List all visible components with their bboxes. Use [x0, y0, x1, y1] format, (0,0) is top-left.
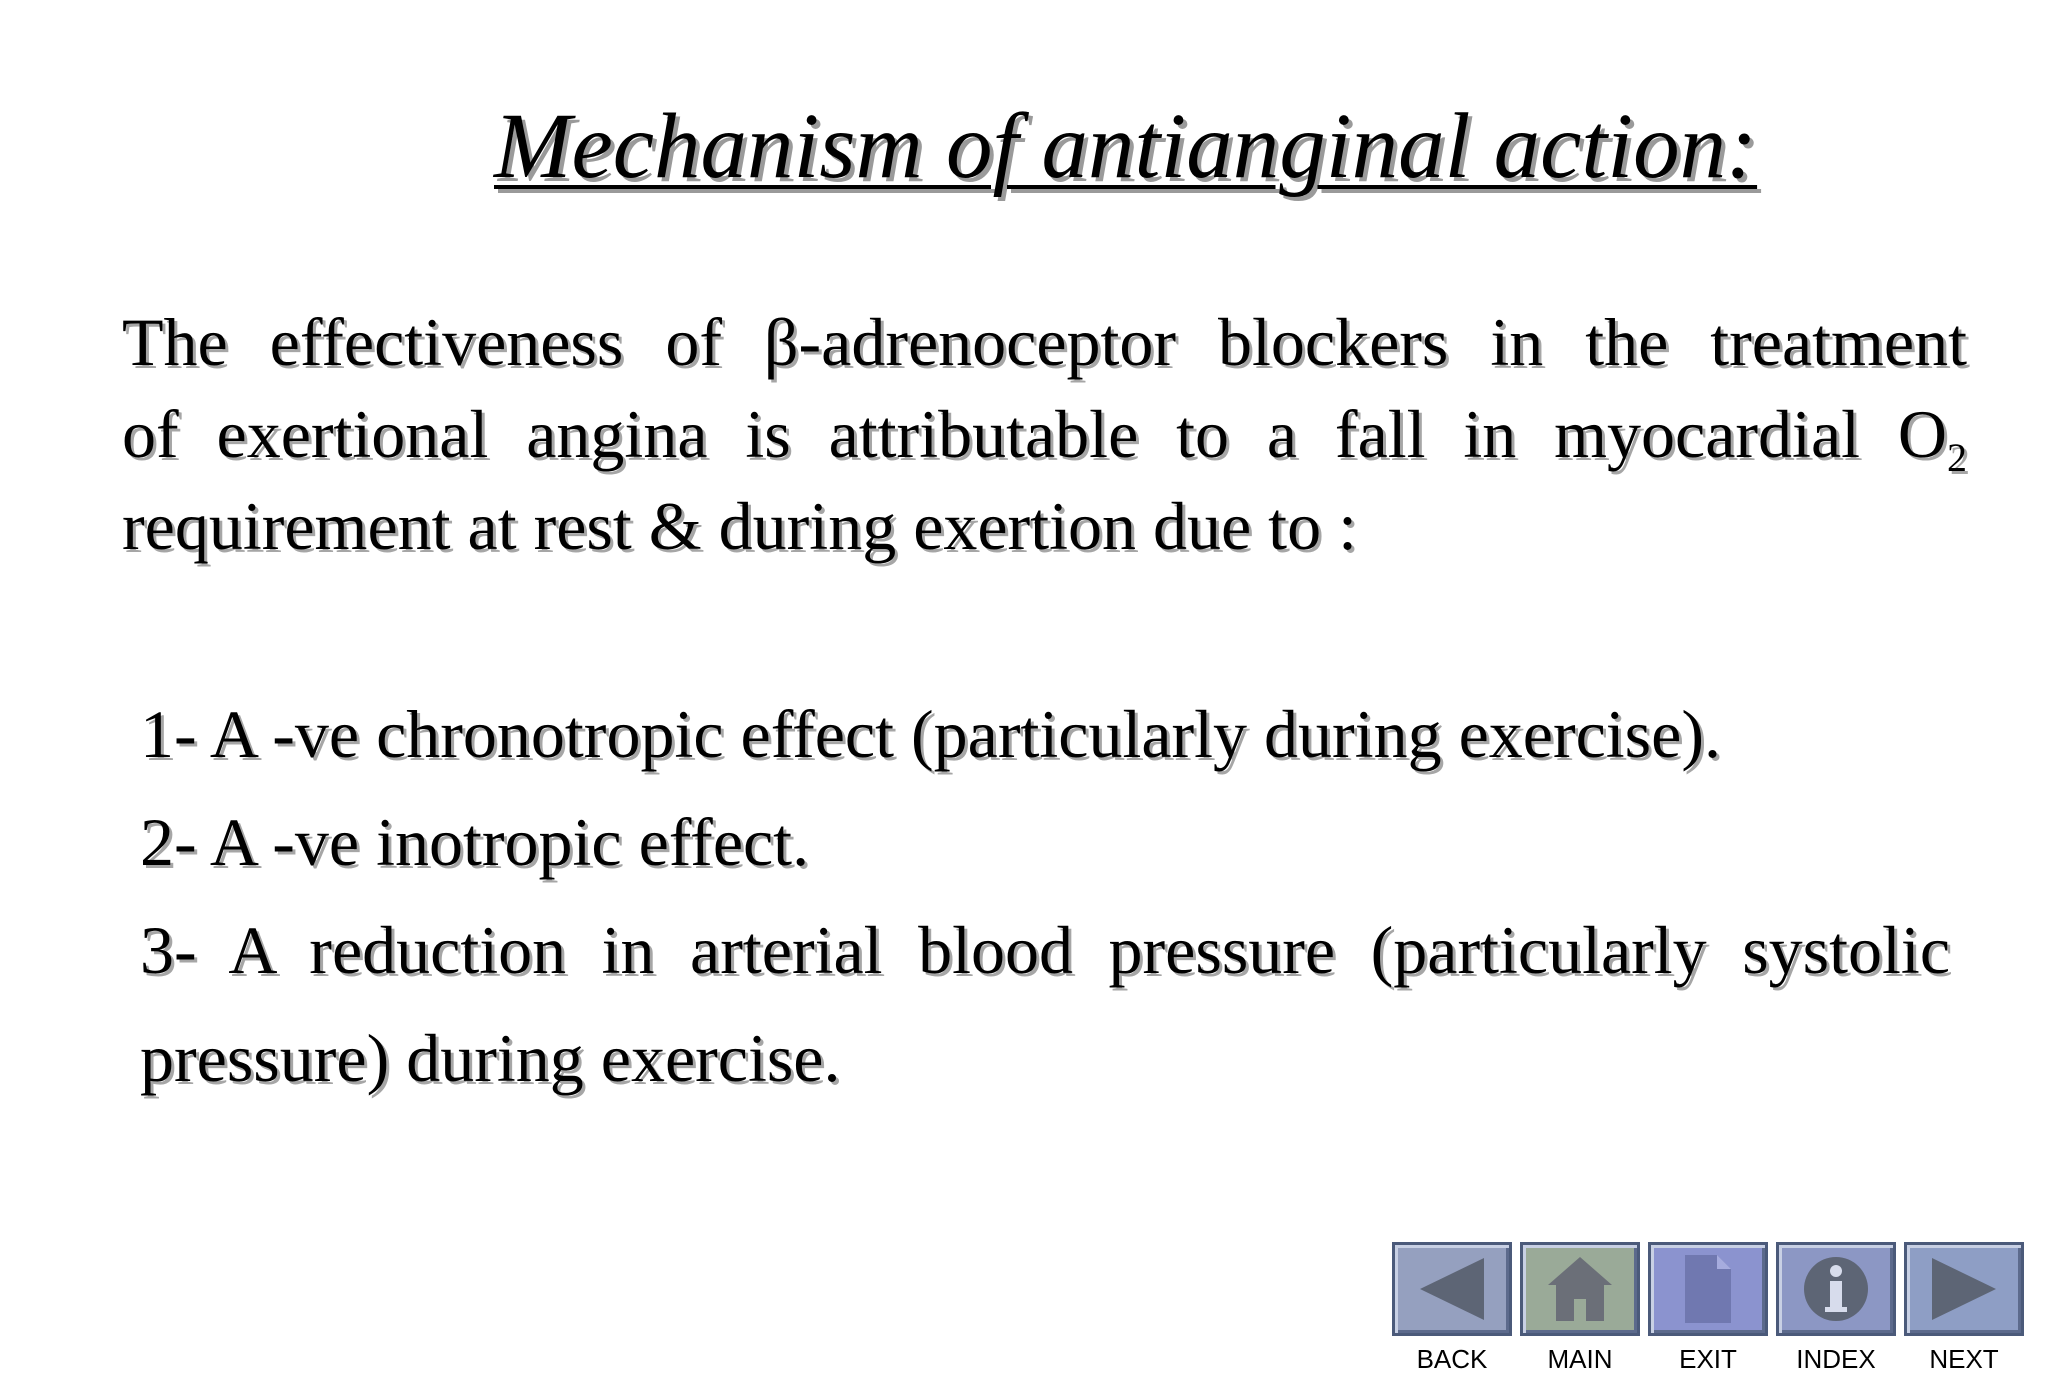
index-button-face[interactable]: [1776, 1242, 1896, 1336]
left-arrow-icon: [1412, 1254, 1492, 1324]
main-button[interactable]: [1520, 1242, 1640, 1374]
right-arrow-icon: [1924, 1254, 2004, 1324]
index-button[interactable]: [1776, 1242, 1896, 1374]
effects-list: [140, 680, 1950, 1112]
home-icon: [1540, 1251, 1620, 1327]
oxygen-subscript: 2: [1947, 435, 1967, 480]
list-item: 3- A reduction in arterial blood pressure (particularly systolic: [140, 912, 1950, 988]
next-button-face[interactable]: [1904, 1242, 2024, 1336]
exit-button-face[interactable]: [1648, 1242, 1768, 1336]
back-label: BACK: [1416, 1344, 1488, 1374]
intro-line: The effectiveness of β-adrenoceptor blockers in the treatment: [122, 304, 1967, 380]
page-icon: [1673, 1249, 1743, 1329]
main-button-face[interactable]: [1520, 1242, 1640, 1336]
main-label: MAIN: [1547, 1344, 1613, 1374]
index-label: INDEX: [1796, 1344, 1876, 1374]
list-item: 1- A -ve chronotropic effect (particularly during exercise).: [140, 696, 1721, 772]
back-button[interactable]: [1392, 1242, 1512, 1374]
exit-button[interactable]: [1648, 1242, 1768, 1374]
intro-line-text: of exertional angina is attributable to a fall in myocardial O: [122, 396, 1947, 472]
exit-label: EXIT: [1679, 1344, 1737, 1374]
back-button-face[interactable]: [1392, 1242, 1512, 1336]
list-item-continuation: pressure) during exercise.: [140, 1020, 841, 1096]
info-icon: [1798, 1251, 1874, 1327]
intro-line: [122, 388, 1967, 480]
next-label: NEXT: [1929, 1344, 1999, 1374]
intro-line: requirement at rest & during exertion due to :: [122, 488, 1357, 564]
intro-paragraph: [122, 296, 1967, 572]
next-button[interactable]: [1904, 1242, 2024, 1374]
list-item: 2- A -ve inotropic effect.: [140, 804, 810, 880]
slide-title: Mechanism of antianginal action:: [494, 95, 1758, 198]
navigation-bar: [1392, 1242, 2028, 1374]
